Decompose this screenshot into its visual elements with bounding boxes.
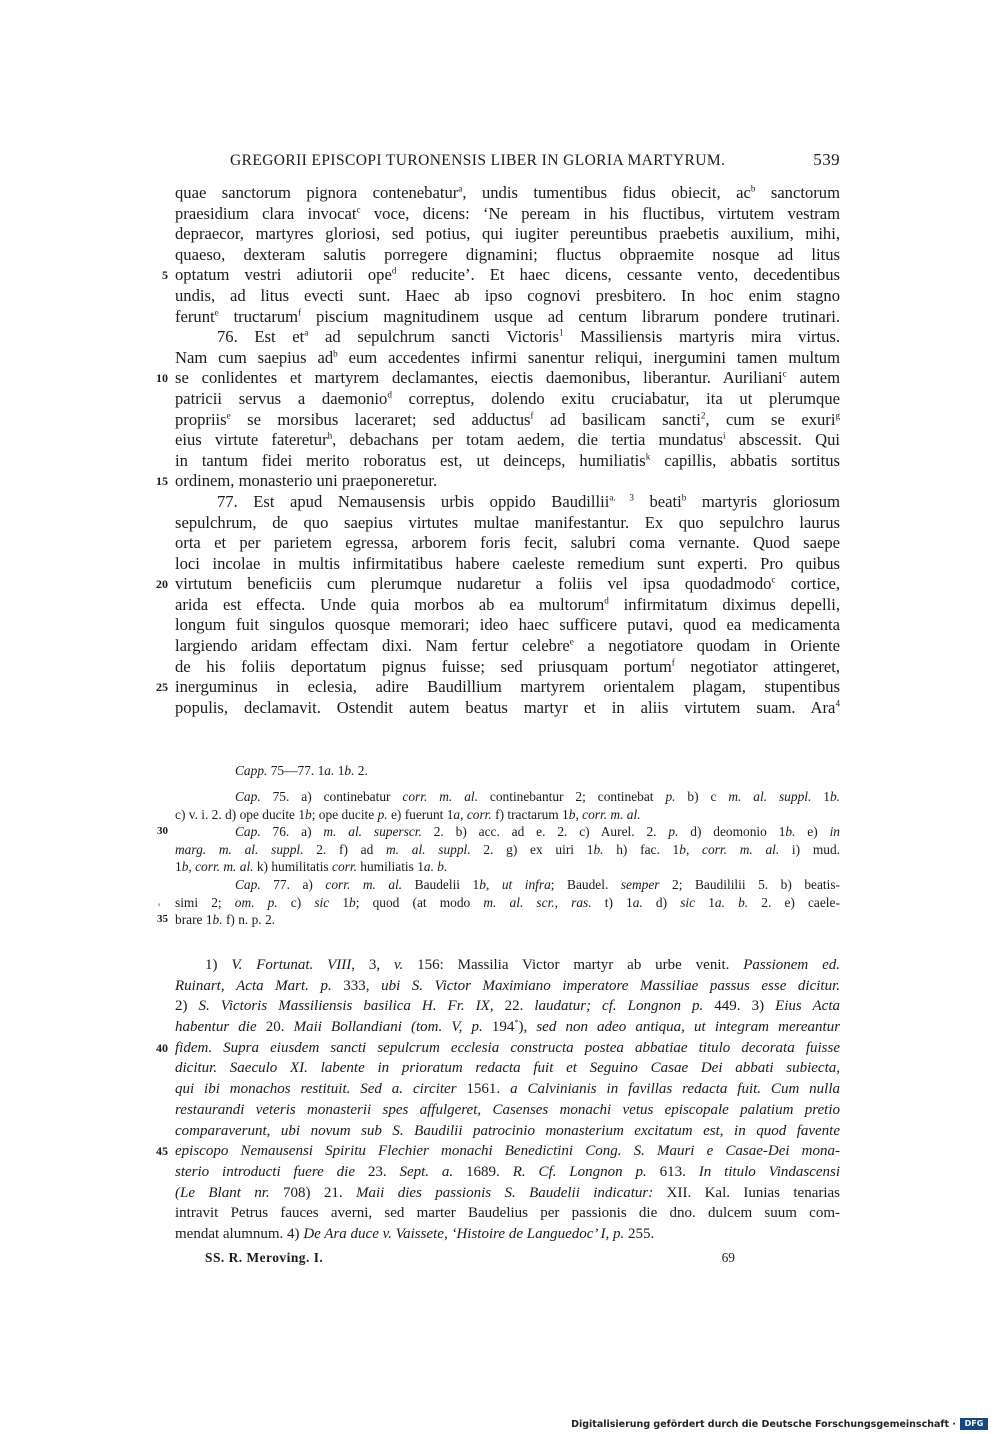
apparatus-line-content: c) v. i. 2. d) ope ducite 1b; ope ducite p. e) fuerunt 1a, corr. f) tractarum 1b, corr. m. al. — [175, 806, 641, 822]
dfg-credit-text: Digitalisierung gefördert durch die Deutsche Forschungsgemeinschaft · — [571, 1419, 956, 1430]
text-line-content: 77. Est apud Nemausensis urbis oppido Baudillii$^{a. 3}$ beati$^b$ martyris gloriosum — [217, 491, 840, 511]
line-number: 20 — [156, 577, 168, 592]
footnote-line — [175, 1162, 840, 1183]
text-line — [175, 183, 840, 204]
text-line-content: undis, ad litus evecti sunt. Haec ab ipso cognovi presbitero. In hoc enim stagno — [175, 285, 840, 305]
apparatus-line-content: Cap. 75. a) continebatur corr. m. al. continebantur 2; continebat p. b) c m. al. suppl. 1b. — [235, 789, 841, 804]
footnote-line-content: mendat alumnum. 4) De Ara duce v. Vaissete, ‘Histoire de Languedoc’ I, p. 255. — [175, 1225, 655, 1242]
footnote-line — [175, 1079, 840, 1100]
text-line — [175, 451, 840, 472]
line-number: 15 — [156, 474, 168, 489]
footnote-line — [175, 1058, 840, 1079]
line-number: 40 — [156, 1040, 168, 1055]
text-line-content: praesidium clara invocat$^c$ voce, dicens: ‘Ne peream in his fluctibus, virtutem vestram — [175, 203, 840, 223]
text-line — [175, 286, 840, 307]
text-line-content: longum fuit singulos quosque memorari; ideo haec sufficere putavi, quod ea medicamenta — [175, 615, 840, 635]
text-line-content: Nam cum saepius $ad^b$ eum accedentes infirmi sanentur reliqui, inergumini tamen multum — [175, 347, 840, 367]
text-line — [175, 307, 840, 328]
footnote-line — [175, 1183, 840, 1204]
text-line — [175, 245, 840, 266]
text-line — [175, 410, 840, 431]
text-line — [175, 224, 840, 245]
footnote-line — [175, 955, 840, 976]
footnote-line — [175, 996, 840, 1017]
text-line-content: eius virtute fateretur$^h$, debachans per totam aedem, die tertia mundatus$^i$ abscessit. Qui — [175, 430, 840, 450]
text-line — [175, 595, 840, 616]
text-line-content: arida est effecta. Unde quia morbos ab ea multorum$^d$ infirmitatum diximus depelli, — [175, 594, 840, 614]
text-line-content: 76. Est $et^a$ ad sepulchrum sancti Victoris$^1$ Massiliensis martyris mira virtus. — [217, 327, 840, 347]
footnote-line — [175, 1017, 840, 1038]
line-number: 45 — [156, 1144, 168, 1159]
text-line-content: sepulchrum, de quo saepius virtutes multae manifestantur. Ex quo sepulchro laurus — [175, 512, 840, 532]
apparatus-line — [175, 894, 840, 912]
critical-apparatus — [157, 788, 841, 929]
footnote-line-content: Ruinart, Acta Mart. p. 333, ubi S. Victor Maximiano imperatore Massiliae passus esse dicitur. — [175, 977, 841, 994]
apparatus-line — [175, 876, 840, 894]
text-line-content: quae sanctorum pignora contenebatur$^a$, undis tumentibus fidus obiecit, $ac^b$ sanctorum — [175, 183, 840, 202]
text-line — [175, 204, 840, 225]
footnote-line — [175, 1224, 840, 1245]
text-line — [156, 574, 840, 595]
line-number: 10 — [156, 371, 168, 386]
line-number: 5 — [162, 268, 168, 283]
apparatus-line — [175, 841, 840, 859]
text-line — [175, 430, 840, 451]
footnote-line-content: episcopo Nemausensi Spiritu Flechier monachi Benedictini Cong. S. Mauri e Casae-Dei mona- — [175, 1143, 840, 1160]
text-line — [175, 615, 840, 636]
footnote-line-content: 2) S. Victoris Massiliensis basilica H. Fr. IX, 22. laudatur; cf. Longnon p. 449. 3) Eius Acta — [175, 998, 841, 1015]
footnotes — [156, 955, 841, 1245]
text-line — [175, 698, 840, 719]
text-line-content: populis, declamavit. Ostendit autem beatus martyr et in aliis virtutem suam. Ara$^4$ — [175, 697, 840, 717]
text-line — [156, 368, 840, 389]
apparatus-line-content: simi 2; om. p. c) sic 1b; quod (at modo m. al. scr., ras. t) 1a. d) sic 1a. b. 2. e) caele- — [175, 894, 840, 910]
text-line — [175, 533, 840, 554]
text-line — [175, 327, 840, 348]
footnote-line — [156, 1141, 840, 1162]
footnote-line-content: 1) V. Fortunat. VIII, 3, v. 156: Massilia Victor martyr ab urbe venit. Passionem ed. — [205, 957, 841, 973]
footnote-line-content: qui ibi monachos restituit. Sed a. circiter 1561. a Calvinianis in favillas redacta fuit. Cum nulla — [175, 1081, 840, 1098]
signature-number: 69 — [721, 1250, 735, 1265]
footnote-line — [156, 1038, 840, 1059]
footnote-line-content: intravit Petrus fauces averni, sed marter Baudelius per passionis die dno. dulcem suum com- — [175, 1205, 840, 1222]
footnote-line — [175, 1100, 840, 1121]
footnote-line-content: comparaverunt, ubi novum sub S. Baudilii patrocinio monasterium excitatum est, in quod favente — [175, 1122, 841, 1139]
stray-mark: ' — [158, 900, 161, 914]
text-line — [175, 636, 840, 657]
page-number: 539 — [813, 150, 840, 169]
text-line-content: propriis$^e$ se morsibus laceraret; sed adductus$^f$ ad basilicam sancti$^2$, cum se exuri$^g$ — [175, 409, 840, 429]
text-line — [175, 348, 840, 369]
text-line-content: ordinem, monasterio uni praeponeretur. — [175, 471, 438, 491]
footnote-line-content: restaurandi veteris monasterii spes affulgeret, Casenses monachi vetus episcopale palatium pretio — [175, 1101, 840, 1118]
footnote-line-content: dicitur. Saeculo XI. labente in prioratum redacta fuit et Seguino Casae Dei abbati subiecta, — [175, 1060, 840, 1077]
text-line-content: patricii servus a daemonio$^d$ correptus, dolendo exitu cruciabatur, ita ut plerumque — [175, 388, 840, 408]
text-line-content: virtutum beneficiis cum plerumque nudaretur a foliis vel ipsa quodadmodo$^c$ cortice, — [175, 574, 840, 594]
line-number: 30 — [157, 825, 168, 838]
apparatus-line — [157, 911, 840, 929]
text-line-content: in tantum fidei merito roboratus est, ut deinceps, humiliatis$^k$ capillis, abbatis sortitus — [175, 450, 840, 470]
footnote-line-content: habentur die 20. Maii Bollandiani (tom. V, p. 194*), sed non adeo antiqua, ut integram mereantur — [175, 1018, 841, 1036]
text-line-content: quaeso, dexteram salutis porregere dignamini; fluctus obpraemite nosque ad litus — [175, 244, 840, 264]
line-number: 35 — [157, 913, 168, 926]
footnote-line — [175, 976, 840, 997]
dfg-logo: DFG — [960, 1418, 988, 1430]
apparatus-line — [175, 806, 840, 824]
text-line-content: se conlidentes et martyrem declamantes, eiectis daemonibus, liberantur. Auriliani$^c$ autem — [175, 368, 840, 388]
footnote-line-content: fidem. Supra eiusdem sancti sepulcrum ecclesia constructa postea abbatiae titulo decorata fuisse — [175, 1039, 840, 1056]
text-line — [162, 265, 840, 286]
text-line-content: de his foliis deportatum pignus fuisse; sed priusquam portum$^f$ negotiator attingeret, — [175, 656, 840, 676]
text-line — [175, 554, 840, 575]
main-text — [156, 183, 840, 718]
footnote-line — [175, 1203, 840, 1224]
apparatus-line — [157, 823, 840, 841]
text-line-content: inerguminus in eclesia, adire Baudillium martyrem orientalem plagam, stupentibus — [175, 677, 840, 697]
text-line — [175, 657, 840, 678]
text-line — [175, 389, 840, 410]
footnote-line — [175, 1121, 840, 1142]
text-line-content: depraecor, martyres gloriosi, sed potius, qui iugiter pereuntibus praebetis auxilium, mihi, — [175, 224, 840, 244]
text-line — [175, 492, 840, 513]
apparatus-line-content: marg. m. al. suppl. 2. f) ad m. al. suppl. 2. g) ex uiri 1b. h) fac. 1b, corr. m. al. i) mud. — [175, 841, 841, 857]
text-line — [156, 471, 840, 492]
apparatus-line — [175, 858, 840, 876]
text-line-content: largiendo aridam effectam dixi. Nam fertur celebre$^e$ a negotiatore quodam in Oriente — [175, 636, 840, 656]
apparatus-line-content: Cap. 77. a) corr. m. al. Baudelii 1b, ut infra; Baudel. semper 2; Baudililii 5. b) beatis- — [235, 876, 841, 892]
dfg-credit — [571, 1418, 988, 1432]
apparatus-line-content: 1b, corr. m. al. k) humilitatis corr. humiliatis 1a. b. — [175, 859, 448, 875]
footnote-line-content: sterio introducti fuere die 23. Sept. a. 1689. R. Cf. Longnon p. 613. In titulo Vindascensi — [175, 1163, 841, 1180]
text-line-content: optatum vestri adiutorii ope$^d$ reducite’. Et haec dicens, cessante vento, decedentibus — [175, 265, 840, 285]
signature-mark: SS. R. Meroving. I. — [205, 1250, 324, 1265]
text-line-content: ferunt$^e$ tructarum$^f$ piscium magnitudinem usque ad centum librarum pondere trutinari. — [175, 306, 840, 326]
text-line-content: loci incolae in multis infirmitatibus habere caeleste remedium sunt experti. Pro quibus — [175, 553, 840, 573]
text-line — [175, 513, 840, 534]
text-line-content: orta et per parietem egressa, arborem foris fecit, salubri coma vernante. Quod saepe — [175, 533, 840, 553]
apparatus-line-content: brare 1b. f) n. p. 2. — [175, 912, 276, 928]
apparatus-line — [175, 788, 840, 806]
line-number: 25 — [156, 680, 168, 695]
text-line — [156, 677, 840, 698]
apparatus-heading: Capp. 75—77. 1a. 1b. 2. — [235, 763, 368, 778]
footnote-line-content: (Le Blant nr. 708) 21. Maii dies passionis S. Baudelii indicatur: XII. Kal. Iunias tenarias — [175, 1184, 841, 1201]
running-title: GREGORII EPISCOPI TURONENSIS LIBER IN GLORIA MARTYRUM. — [230, 152, 726, 169]
apparatus-line-content: Cap. 76. a) m. al. superscr. 2. b) acc. ad e. 2. c) Aurel. 2. p. d) deomonio 1b. e) in — [235, 824, 840, 840]
